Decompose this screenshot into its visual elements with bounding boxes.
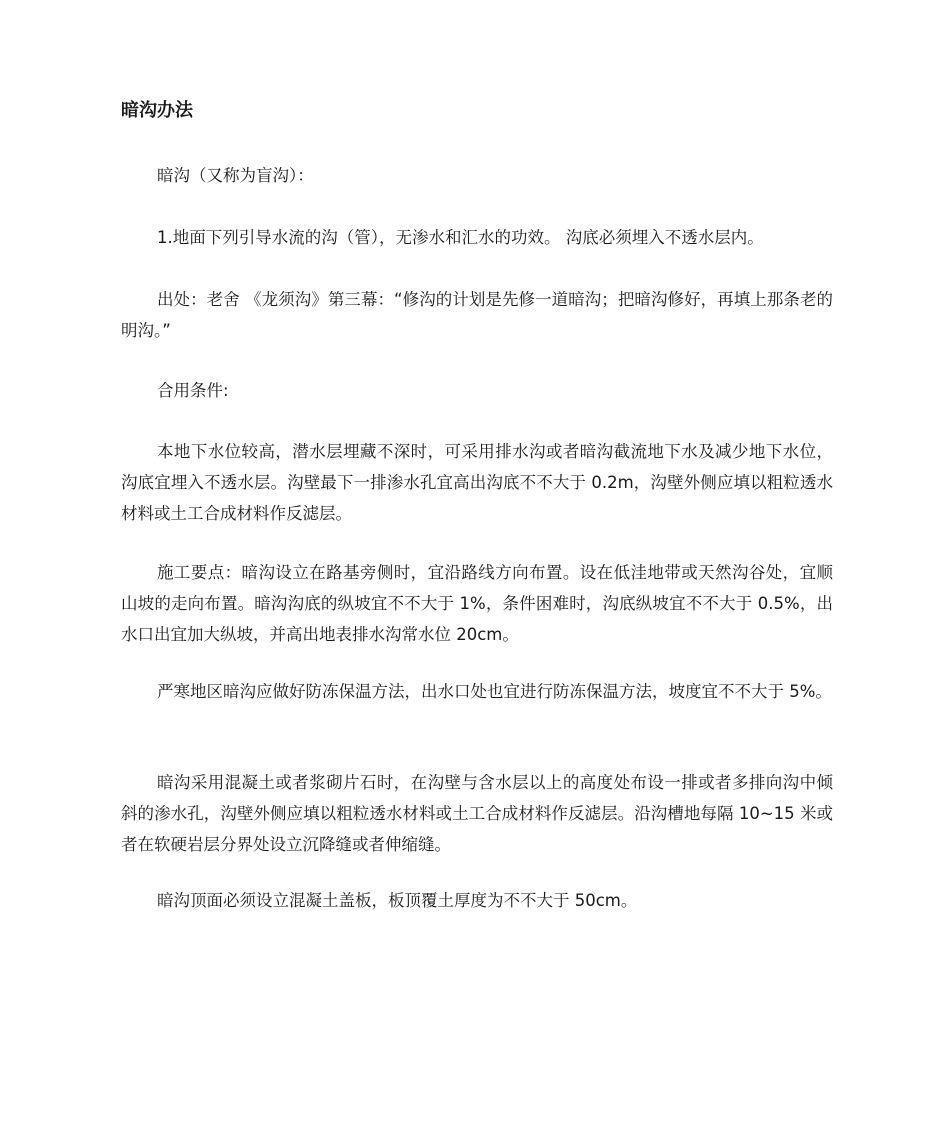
paragraph-conditions-heading: 合用条件: bbox=[157, 381, 229, 400]
document-title: 暗沟办法 bbox=[121, 100, 193, 121]
paragraph-construction-points: 施工要点：暗沟设立在路基旁侧时，宜沿路线方向布置。设在低洼地带或天然沟谷处，宜顺山坡的走向布置。暗沟沟底的纵坡宜不不大于 1%，条件困难时，沟底纵坡宜不不大于 0.5%，出水口出宜加大纵坡，并高出地表排水沟常水位 20cm。 bbox=[121, 563, 833, 644]
paragraph-cold-region: 严寒地区暗沟应做好防冻保温方法，出水口处也宜进行防冻保温方法，坡度宜不不大于 5%。 bbox=[157, 682, 832, 701]
paragraph-materials: 暗沟采用混凝土或者浆砌片石时，在沟壁与含水层以上的高度处布设一排或者多排向沟中倾斜的渗水孔，沟壁外侧应填以粗粒透水材料或土工合成材料作反滤层。沿沟槽地每隔 10~15 米或者在软硬岩层分界处设立沉降缝或者伸缩缝。 bbox=[121, 773, 833, 854]
paragraph-cover-plate: 暗沟顶面必须设立混凝土盖板，板顶覆土厚度为不不大于 50cm。 bbox=[157, 891, 638, 910]
paragraph-conditions: 本地下水位较高，潜水层埋藏不深时，可采用排水沟或者暗沟截流地下水及减少地下水位，沟底宜埋入不透水层。沟壁最下一排渗水孔宜高出沟底不不大于 0.2m，沟壁外侧应填以粗粒透水材料或土工合成材料作反滤层。 bbox=[121, 442, 833, 523]
paragraph-definition: 1.地面下列引导水流的沟（管），无渗水和汇水的功效。 沟底必须埋入不透水层内。 bbox=[157, 228, 764, 247]
paragraph-definition-heading: 暗沟（又称为盲沟）： bbox=[157, 166, 314, 185]
paragraph-source: 出处：老舍 《龙须沟》第三幕：“修沟的计划是先修一道暗沟；把暗沟修好，再填上那条老的明沟。” bbox=[121, 290, 833, 340]
